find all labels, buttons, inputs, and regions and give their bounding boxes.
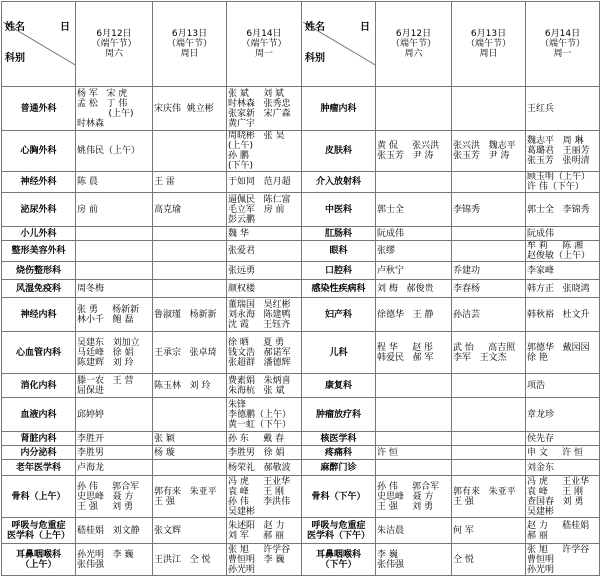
day-header-1-right: 6月12日 （端午节） 周六 bbox=[376, 2, 452, 87]
department-cell: 肿瘤放疗科 bbox=[302, 398, 376, 432]
doctor-cell: 李锦秀 bbox=[452, 193, 526, 227]
doctor-cell: 卢秋宁 bbox=[376, 262, 452, 280]
department-cell: 介入放射科 bbox=[302, 172, 376, 193]
header-row bbox=[2, 2, 600, 87]
schedule-row bbox=[2, 518, 600, 544]
doctor-cell: 张爱君 bbox=[227, 241, 302, 262]
doctor-cell: 逼佩民 陈仁富 毛立军 房 前 彭云鹏 bbox=[227, 193, 302, 227]
doctor-cell: 颜权楼 bbox=[227, 280, 302, 298]
doctor-cell: 费素娟 朱炳喜 朱海杭 张 斌 bbox=[227, 374, 302, 398]
department-cell: 呼吸与危重症 医学科（下午） bbox=[302, 518, 376, 544]
doctor-cell: 于如同 范月超 bbox=[227, 172, 302, 193]
doctor-cell: 张 斌 刘 斌 时林森 张秀忠 张家新 宋广森 黄广宇 bbox=[227, 87, 302, 131]
doctor-cell: 杨 军 宋 虎 孟 松 丁 伟 (上午) 时林森 bbox=[76, 87, 153, 131]
header-corner bbox=[2, 2, 76, 87]
doctor-cell bbox=[153, 262, 227, 280]
doctor-cell bbox=[76, 227, 153, 241]
schedule-row bbox=[2, 241, 600, 262]
doctor-cell: 申 文 许 恒 bbox=[526, 446, 600, 460]
doctor-cell: 乔建功 bbox=[452, 262, 526, 280]
doctor-cell: 郭士全 bbox=[376, 193, 452, 227]
corner-dept-label: 科别 bbox=[5, 53, 25, 64]
doctor-cell: 刘 梅 郝俊贵 bbox=[376, 280, 452, 298]
doctor-cell: 张 旭 许学谷 曹恒明 孙光明 bbox=[526, 544, 600, 576]
doctor-cell: 徐德华 王 静 bbox=[376, 298, 452, 332]
department-cell: 皮肤科 bbox=[302, 131, 376, 172]
doctor-cell: 张兴洪 魏志平 张玉芳 尹 涛 bbox=[452, 131, 526, 172]
doctor-cell bbox=[452, 460, 526, 476]
doctor-cell: 李春杨 bbox=[452, 280, 526, 298]
schedule-row bbox=[2, 193, 600, 227]
doctor-cell: 黄 侃 张兴洪 张玉芳 尹 涛 bbox=[376, 131, 452, 172]
schedule-row bbox=[2, 476, 600, 518]
department-cell: 肛肠科 bbox=[302, 227, 376, 241]
doctor-cell bbox=[376, 172, 452, 193]
department-cell: 神经外科 bbox=[2, 172, 76, 193]
doctor-cell: 邱婷婷 bbox=[76, 398, 153, 432]
doctor-cell: 韩方正 张晓鸿 bbox=[526, 280, 600, 298]
doctor-cell: 姚伟民（上午） bbox=[76, 131, 153, 172]
doctor-cell: 杨荣礼 郝敬波 bbox=[227, 460, 302, 476]
doctor-cell: 王承宗 张卓琦 bbox=[153, 332, 227, 374]
doctor-cell bbox=[76, 241, 153, 262]
doctor-cell: 何 军 bbox=[452, 518, 526, 544]
doctor-cell: 郭德华 戴园园 徐 艳 bbox=[526, 332, 600, 374]
department-cell: 老年医学科 bbox=[2, 460, 76, 476]
doctor-cell bbox=[376, 432, 452, 446]
doctor-cell bbox=[153, 131, 227, 172]
doctor-cell: 李胜开 bbox=[76, 432, 153, 446]
doctor-cell: 孙光明 李 巍 张伟强 bbox=[76, 544, 153, 576]
department-cell: 心血管内科 bbox=[2, 332, 76, 374]
day-header-1: 6月12日 （端午节） 周六 bbox=[76, 2, 153, 87]
doctor-cell: 朱述阳 赵 力 刘 军 郝 丽 bbox=[227, 518, 302, 544]
schedule-row bbox=[2, 298, 600, 332]
doctor-cell: 赵 力 嵇桂娟 郝 丽 bbox=[526, 518, 600, 544]
department-cell: 麻醉门诊 bbox=[302, 460, 376, 476]
doctor-cell: 李胜男 bbox=[76, 446, 153, 460]
doctor-cell bbox=[452, 398, 526, 432]
header-corner-right bbox=[302, 2, 376, 87]
schedule-row bbox=[2, 172, 600, 193]
doctor-cell: 郭士全 李锦秀 bbox=[526, 193, 600, 227]
doctor-cell: 郭有来 朱亚平 王 强 bbox=[153, 476, 227, 518]
department-cell: 儿科 bbox=[302, 332, 376, 374]
corner-date-label: 日 bbox=[360, 22, 370, 33]
corner-name-label: 姓名 bbox=[5, 22, 25, 33]
doctor-cell: 韩秋裕 杜文升 bbox=[526, 298, 600, 332]
doctor-cell: 王 雷 bbox=[153, 172, 227, 193]
doctor-cell: 孙 伟 郭合军 史思峰 聂 方 王 强 刘 勇 bbox=[376, 476, 452, 518]
doctor-cell: 项浩 bbox=[526, 374, 600, 398]
doctor-cell: 滕一农 王 营 屈保进 bbox=[76, 374, 153, 398]
doctor-cell: 吴建东 刘加立 马廷峰 徐 娟 陈建辉 刘 玲 bbox=[76, 332, 153, 374]
schedule-row bbox=[2, 280, 600, 298]
doctor-cell: 李 巍 张伟强 bbox=[376, 544, 452, 576]
doctor-cell: 张文辉 bbox=[153, 518, 227, 544]
department-cell: 肾脏内科 bbox=[2, 432, 76, 446]
department-cell: 心胸外科 bbox=[2, 131, 76, 172]
doctor-cell: 张 勇 杨新新 林小千 鲍 磊 bbox=[76, 298, 153, 332]
doctor-cell: 许 恒 bbox=[376, 446, 452, 460]
duty-schedule-table bbox=[1, 1, 600, 576]
doctor-cell bbox=[376, 398, 452, 432]
doctor-cell: 李胜男 徐 娟 bbox=[227, 446, 302, 460]
doctor-cell: 张远勇 bbox=[227, 262, 302, 280]
schedule-row bbox=[2, 460, 600, 476]
department-cell: 内分泌科 bbox=[2, 446, 76, 460]
department-cell: 中医科 bbox=[302, 193, 376, 227]
doctor-cell: 顾玉明（上午） 许 伟（下午） bbox=[526, 172, 600, 193]
schedule-row bbox=[2, 227, 600, 241]
doctor-cell bbox=[452, 172, 526, 193]
doctor-cell bbox=[153, 227, 227, 241]
doctor-cell bbox=[153, 280, 227, 298]
doctor-cell: 杨 璇 bbox=[153, 446, 227, 460]
doctor-cell bbox=[153, 241, 227, 262]
department-cell: 骨科（上午） bbox=[2, 476, 76, 518]
schedule-row bbox=[2, 398, 600, 432]
doctor-cell: 冯 虎 王业华 袁 峰 王 刚 孙 伟 李洪伟 吴建彬 bbox=[227, 476, 302, 518]
doctor-cell: 阮成伟 bbox=[526, 227, 600, 241]
doctor-cell: 卢海龙 bbox=[76, 460, 153, 476]
doctor-cell: 武 怡 高吉照 李军 王文杰 bbox=[452, 332, 526, 374]
department-cell: 烧伤整形科 bbox=[2, 262, 76, 280]
corner-dept-label: 科别 bbox=[305, 53, 325, 64]
doctor-cell: 孙 伟 郭合军 史思峰 聂 方 王 强 刘 勇 bbox=[76, 476, 153, 518]
department-cell: 整形美容外科 bbox=[2, 241, 76, 262]
department-cell: 康复科 bbox=[302, 374, 376, 398]
doctor-cell: 王洪江 仝 悦 bbox=[153, 544, 227, 576]
doctor-cell bbox=[452, 241, 526, 262]
doctor-cell bbox=[376, 460, 452, 476]
department-cell: 神经内科 bbox=[2, 298, 76, 332]
corner-date-label: 日 bbox=[60, 22, 70, 33]
doctor-cell bbox=[153, 398, 227, 432]
doctor-cell: 孙 东 戴 春 bbox=[227, 432, 302, 446]
doctor-cell: 房 前 bbox=[76, 193, 153, 227]
corner-name-label: 姓名 bbox=[305, 22, 325, 33]
doctor-cell: 刘金东 bbox=[526, 460, 600, 476]
doctor-cell: 嵇桂娟 刘文静 bbox=[76, 518, 153, 544]
schedule-row bbox=[2, 262, 600, 280]
doctor-cell: 高克瑜 bbox=[153, 193, 227, 227]
doctor-cell bbox=[452, 446, 526, 460]
doctor-cell: 张缪 bbox=[376, 241, 452, 262]
department-cell: 小儿外科 bbox=[2, 227, 76, 241]
department-cell: 耳鼻咽喉科 （上午） bbox=[2, 544, 76, 576]
doctor-cell: 魏 华 bbox=[227, 227, 302, 241]
department-cell: 疼痛科 bbox=[302, 446, 376, 460]
department-cell: 呼吸与危重症 医学科（上午） bbox=[2, 518, 76, 544]
day-header-2: 6月13日 （端午节） 周日 bbox=[153, 2, 227, 87]
doctor-cell: 张 颖 bbox=[153, 432, 227, 446]
department-cell: 感染性疾病科 bbox=[302, 280, 376, 298]
doctor-cell: 宋庆伟 姚立彬 bbox=[153, 87, 227, 131]
department-cell: 妇产科 bbox=[302, 298, 376, 332]
doctor-cell: 魏志平 周 琳 葛璐君 王丽芳 张玉芳 张明清 bbox=[526, 131, 600, 172]
doctor-cell: 冯 虎 王业华 袁 峰 王 刚 查国春 刘 勇 吴建彬 bbox=[526, 476, 600, 518]
doctor-cell: 朱锋 李德鹏（上午） 黄一虹（下午） bbox=[227, 398, 302, 432]
doctor-cell: 侯先存 bbox=[526, 432, 600, 446]
doctor-cell: 周冬梅 bbox=[76, 280, 153, 298]
day-header-3: 6月14日 （端午节） 周一 bbox=[227, 2, 302, 87]
day-header-2-right: 6月13日 （端午节） 周日 bbox=[452, 2, 526, 87]
doctor-cell bbox=[452, 87, 526, 131]
doctor-cell bbox=[153, 460, 227, 476]
department-cell: 消化内科 bbox=[2, 374, 76, 398]
schedule-row bbox=[2, 332, 600, 374]
schedule-row bbox=[2, 87, 600, 131]
doctor-cell bbox=[452, 374, 526, 398]
doctor-cell: 李家峰 bbox=[526, 262, 600, 280]
schedule-row bbox=[2, 131, 600, 172]
doctor-cell bbox=[376, 87, 452, 131]
department-cell: 耳鼻咽喉科 （下午） bbox=[302, 544, 376, 576]
schedule-row bbox=[2, 374, 600, 398]
doctor-cell: 张 旭 许学谷 曹恒明 李 巍 孙光明 bbox=[227, 544, 302, 576]
department-cell: 骨科（下午） bbox=[302, 476, 376, 518]
doctor-cell: 程 华 赵 彤 韩爱民 郝 军 bbox=[376, 332, 452, 374]
doctor-cell bbox=[452, 227, 526, 241]
doctor-cell: 陈玉林 刘 玲 bbox=[153, 374, 227, 398]
department-cell: 普通外科 bbox=[2, 87, 76, 131]
doctor-cell: 董瑞国 昊红彬 刘永海 陈建鸭 沈 霞 王钰齐 bbox=[227, 298, 302, 332]
doctor-cell: 鲁淑瑾 杨新新 bbox=[153, 298, 227, 332]
doctor-cell bbox=[452, 432, 526, 446]
department-cell: 核医学科 bbox=[302, 432, 376, 446]
schedule-row bbox=[2, 544, 600, 576]
doctor-cell: 周晓彬 张 昊 (上午) 孙 鹏 (下午) bbox=[227, 131, 302, 172]
doctor-cell: 仝 悦 bbox=[452, 544, 526, 576]
schedule-row bbox=[2, 446, 600, 460]
doctor-cell: 章龙珍 bbox=[526, 398, 600, 432]
department-cell: 口腔科 bbox=[302, 262, 376, 280]
department-cell: 泌尿外科 bbox=[2, 193, 76, 227]
department-cell: 血液内科 bbox=[2, 398, 76, 432]
doctor-cell: 王红兵 bbox=[526, 87, 600, 131]
doctor-cell: 徐 晒 夏 勇 钱文浩 郝诺军 张超群 潘德辉 bbox=[227, 332, 302, 374]
doctor-cell: 朱洁晨 bbox=[376, 518, 452, 544]
doctor-cell: 阮成伟 bbox=[376, 227, 452, 241]
doctor-cell: 牟 莉 陈 湘 赵俊敏（上午） bbox=[526, 241, 600, 262]
doctor-cell: 孙洁芸 bbox=[452, 298, 526, 332]
schedule-row bbox=[2, 432, 600, 446]
department-cell: 肿瘤内科 bbox=[302, 87, 376, 131]
department-cell: 风湿免疫科 bbox=[2, 280, 76, 298]
day-header-3-right: 6月14日 （端午节） 周一 bbox=[526, 2, 600, 87]
doctor-cell: 郭有来 朱亚平 王 强 bbox=[452, 476, 526, 518]
department-cell: 眼科 bbox=[302, 241, 376, 262]
doctor-cell: 陈 晨 bbox=[76, 172, 153, 193]
doctor-cell bbox=[76, 262, 153, 280]
doctor-cell bbox=[376, 374, 452, 398]
